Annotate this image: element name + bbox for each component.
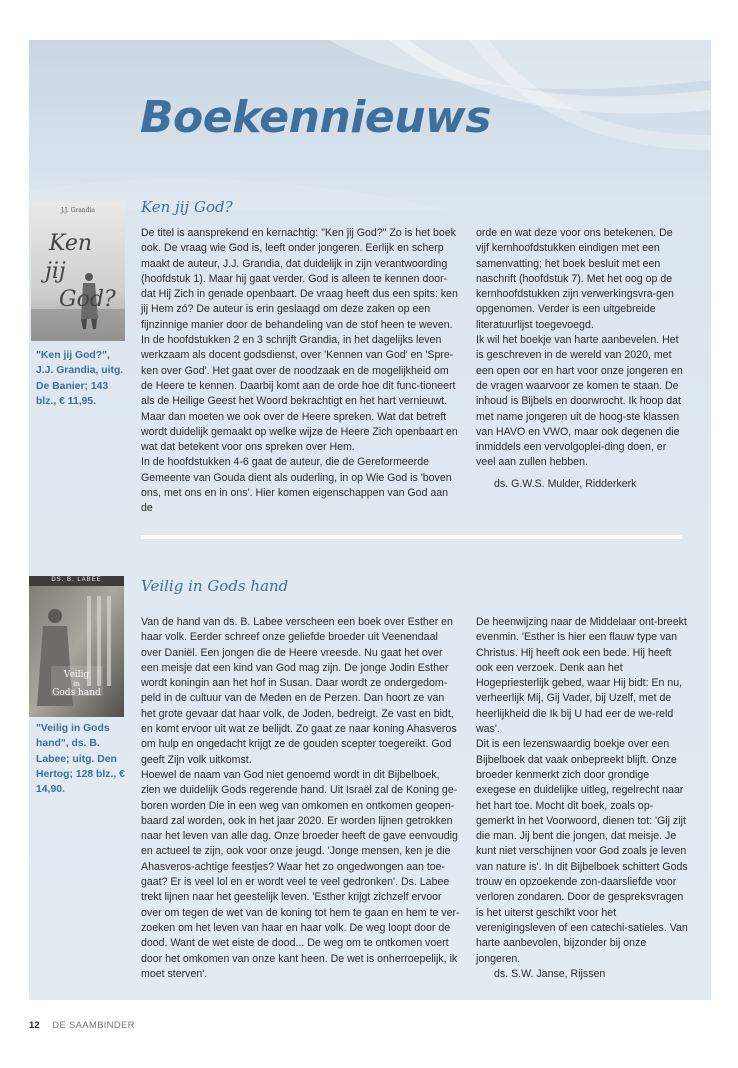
book-cover-veilig-in-gods-hand <box>29 576 124 717</box>
cover-title-line3: Gods hand <box>52 688 101 698</box>
cover-title-line1: Ken <box>49 231 93 256</box>
paragraph: In de hoofdstukken 2 en 3 schrijft Grandia, in het dagelijks leven werkzaam als docent godsdienst, over 'Kennen van God' en 'Spre-ken over God'. Het gaat over de noodzaak en de mogelijkheid om de Heere te kennen. Daarbij komt aan de orde hoe dit func-tioneert als de Heilige Geest het Woord bekrachtigt en het hart vernieuwt. Maar dan moeten we ook over de Heere spreken. Wat dat betreft wordt duidelijk gemaakt op welke wijze de Heere Zich openbaart en wat dat betekent voor ons spreken over Hem. <box>141 334 458 454</box>
paragraph: Van de hand van ds. B. Labee verscheen een boek over Esther en haar volk. Eerder schreef onze geliefde broeder uit Veenendaal over Daniël. Een jongen die de Heere vreesde. Nu gaat het over een meisje dat een kind van God mag zijn. De jonge Jodin Esther wordt koningin aan het hof in Susan. Daar wordt ze ondergedom-peld in de cultuur van de Meden en de Perzen. Dan hoort ze van het grote gevaar dat haar volk, de Joden, bedreigt. Ze vast en bidt, en komt ervoor uit wat ze belijdt. Zo gaat ze naar koning Ahasveros om hulp en ongedacht krijgt ze de gouden scepter toegereikt. God geeft Zijn volk uitkomst. <box>141 616 457 766</box>
review-title: Ken jij God? <box>141 198 233 216</box>
cover-author: J.J. Grandia <box>60 207 96 214</box>
publication-name: DE SAAMBINDER <box>52 1020 135 1031</box>
book-cover-ken-jij-god <box>31 201 125 341</box>
cover-title-line1: Veilig <box>63 670 90 680</box>
paragraph: De heenwijzing naar de Middelaar ont-breekt evenmin. 'Esther is hier een flauw type van Christus. Hij heeft ook een bede. Hij heeft ook een verzoek. Denk aan het Hogepriesterlijk gebed, waar Hij bidt: En nu, verheerlijk Mij, Gij Vader, bij Uzelf, met de heerlijkheid die Ik bij U had eer de we-reld was'. <box>476 616 687 736</box>
section-divider <box>141 535 682 539</box>
signature: ds. S.W. Janse, Rijssen <box>494 967 606 980</box>
cover-title-line3: God? <box>59 287 116 312</box>
signature: ds. G.W.S. Mulder, Ridderkerk <box>494 477 637 490</box>
review-title: Veilig in Gods hand <box>141 577 289 595</box>
paragraph: In de hoofdstukken 4-6 gaat de auteur, die de Gereformeerde Gemeente van Gouda dient als ouderling, in op Wie God is 'boven ons, met ons en in ons'. Hier komen eigenschappen van God aan de <box>141 456 452 515</box>
review1-column-1 <box>141 226 461 517</box>
cover-title-line2: in <box>73 680 80 688</box>
cover-title-line2: jij <box>45 259 66 284</box>
review1-column-2 <box>476 226 688 492</box>
paragraph: orde en wat deze voor ons betekenen. De vijf kernhoofdstukken eindigen met een samenvatting; het boek besluit met een naschrift (hoofdstuk 7). Met het oog op de kernhoofdstukken zijn verwerkingsvra-gen opgenomen. Verder is een uitgebreide literatuurlijst toegevoegd. <box>476 227 674 331</box>
cover-author: DS. B. LABEE <box>51 577 102 583</box>
page-number: 12 <box>29 1020 40 1031</box>
book-caption: "Ken jij God?", J.J. Grandia, uitg. De Banier; 143 blz., € 11,95. <box>36 350 124 407</box>
review2-column-1 <box>141 615 461 982</box>
review2-column-2 <box>476 615 688 982</box>
page-title: Boekennieuws <box>140 92 491 143</box>
paragraph: De titel is aansprekend en kernachtig: "Ken jij God?" Zo is het boek ook. De vraag wie God is, leeft onder jongeren. Eerlijk en scherp maakt de auteur, J.J. Grandia, dat duidelijk in zijn verantwoording (hoofdstuk 1). Maar hij gaat verder. God is alleen te kennen door-dat Hij Zich in genade openbaart. De vraag heeft dus een spits: ken jij Hem zó? De auteur is erin geslaagd om deze zaken op een fijnzinnige manier door de behandeling van de stof heen te weven. <box>141 227 458 331</box>
paragraph: Dit is een lezenswaardig boekje over een Bijbelboek dat vaak onbepreekt blijft. Onze broeder kenmerkt zich door grondige exegese en duidelijke uitleg, regelrecht naar het hart toe. Mocht dit boek, zoals op-gemerkt in het Voorwoord, dienen tot: 'Gij zijt die man. Jij bent die jongen, dat meisje. Je kunt niet verschijnen voor God zoals je leven van nature is'. In dit Bijbelboek schittert Gods trouw en opzoekende zon-daarsliefde voor verloren zondaren. Door de gespreksvragen is het uiterst geschikt voor het verenigingsleven of een catechi-satieles. Van harte aanbevolen, bijzonder bij onze jongeren. <box>476 738 688 965</box>
page-footer <box>29 1020 135 1031</box>
book-caption: "Veilig in Gods hand", ds. B. Labee; uitg. Den Hertog; 128 blz., € 14,90. <box>36 723 125 796</box>
paragraph: Hoewel de naam van God niet genoemd wordt in dit Bijbelboek, zien we duidelijk Gods regerende hand. Uit Israël zal de Koning ge-boren worden Die in een weg van omkomen en ontkomen geopen-baard zal worden, ook in het jaar 2020. Er worden lijnen getrokken naar het leven van alle dag. Onze broeder heeft de gave eenvoudig en actueel te zijn, ook voor onze jeugd. 'Jonge mensen, ken je die Ahasveros-achtige feestjes? Waar het zo ongedwongen aan toe-gaat? Er is veel lol en er wordt veel te veel gedronken'. Ds. Labee trekt lijnen naar het geestelijk leven. 'Esther krijgt zichzelf ervoor over om tegen de wet van de koning tot hem te gaan en hem te ver-zoeken om het leven van haar en haar volk. De weg loopt door de dood. Want de wet eiste de dood... De weg om te ontkomen voert door het omkomen van onze kant heen. De wet is onherroepelijk, ik moet sterven'. <box>141 768 460 980</box>
paragraph: Ik wil het boekje van harte aanbevelen. Het is geschreven in de wereld van 2020, met een open oor en hart voor onze jongeren en de vragen waarvoor ze komen te staan. De inhoud is Bijbels en doorwrocht. Ik hoop dat met name jongeren uit de hoog-ste klassen van HAVO en VWO, maar ook degenen die inmiddels een vervolgoplei-ding doen, er veel aan zullen hebben. <box>476 334 683 469</box>
